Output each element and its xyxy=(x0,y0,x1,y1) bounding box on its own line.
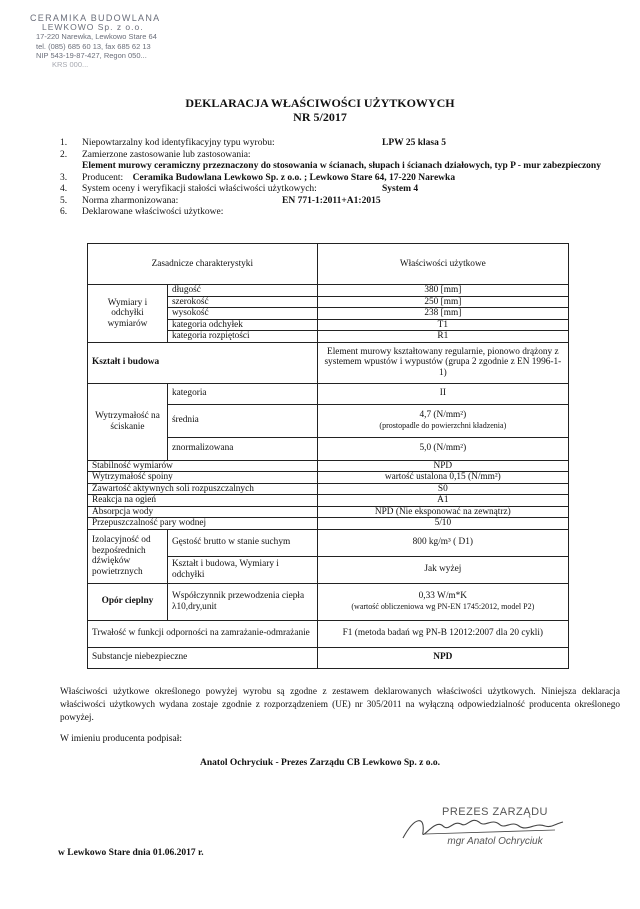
product-code: LPW 25 klasa 5 xyxy=(382,138,446,148)
item-label: Niepowtarzalny kod identyfikacyjny typu wyrobu: xyxy=(82,138,275,148)
row-value: NPD (Nie eksponować na zewnątrz) xyxy=(317,506,568,518)
document-number: NR 5/2017 xyxy=(293,110,347,124)
compressive-mean-value: 4,7 (N/mm²) xyxy=(419,410,467,420)
row-label: średnia xyxy=(167,404,317,437)
item-number: 3. xyxy=(60,172,68,183)
table-row xyxy=(88,518,569,530)
thermal-value: 0,33 W/m*K xyxy=(418,591,468,601)
stamp-line: LEWKOWO Sp. z o.o. xyxy=(42,22,144,33)
item-label: Norma zharmonizowana: xyxy=(82,195,179,206)
stamp-line: KRS 000... xyxy=(52,60,89,70)
table-row xyxy=(88,506,569,518)
compressive-mean-note: (prostopadle do powierzchni kładzenia) xyxy=(379,420,507,430)
row-label: Substancje niebezpieczne xyxy=(88,647,318,668)
item-number: 2. xyxy=(60,149,68,160)
stamp-line: NIP 543-19-87-427, Regon 050... xyxy=(36,50,147,60)
row-value: NPD xyxy=(317,460,568,472)
item-number: 4. xyxy=(60,184,68,194)
row-value: 5/10 xyxy=(317,518,568,530)
header-characteristics: Zasadnicze charakterystyki xyxy=(88,244,318,285)
row-value: 238 [mm] xyxy=(317,308,568,320)
row-value: wartość ustalona 0,15 (N/mm²) xyxy=(317,472,568,484)
row-label: długość xyxy=(167,285,317,297)
item-6 xyxy=(60,207,620,219)
row-label: Kształt i budowa, Wymiary i odchyłki xyxy=(167,556,317,583)
row-label: Stabilność wymiarów xyxy=(88,460,318,472)
item-number: 5. xyxy=(60,195,68,206)
table-row xyxy=(88,472,569,484)
row-label: Reakcja na ogień xyxy=(88,495,318,507)
row-value: NPD xyxy=(317,647,568,668)
table-row xyxy=(88,647,569,668)
stamp-role: PREZES ZARZĄDU xyxy=(441,806,548,818)
sound-group: Izolacyjność od bezpośrednich dźwięków powietrznych xyxy=(88,529,168,583)
row-value: 250 [mm] xyxy=(317,296,568,308)
item-label: Producent: xyxy=(82,172,124,183)
table-row xyxy=(88,583,569,620)
stamp-name: mgr Anatol Ochryciuk xyxy=(447,836,543,847)
row-label: Gęstość brutto w stanie suchym xyxy=(167,529,317,556)
row-value: 380 [mm] xyxy=(317,285,568,297)
table-row xyxy=(88,483,569,495)
table-row xyxy=(88,529,569,556)
row-label: Trwałość w funkcji odporności na zamrażanie-odmrażanie xyxy=(88,620,318,647)
table-row xyxy=(88,460,569,472)
thermal-group: Opór cieplny xyxy=(88,583,168,620)
norm-value: EN 771-1:2011+A1:2015 xyxy=(282,195,381,206)
table-header-row xyxy=(88,244,569,285)
conformity-paragraph: Właściwości użytkowe określonego powyżej wyrobu są zgodne z zestawem deklarowanych właściwości użytkowych. Niniejsza deklaracja właściwości użytkowych wydana zostaje zgodnie z rozporządzeniem (UE) nr 305/2011 na wyłączną odpowiedzialność producenta określonego powyżej. xyxy=(60,687,620,723)
row-value: 800 kg/m³ ( D1) xyxy=(317,529,568,556)
item-number: 6. xyxy=(60,207,68,217)
row-value xyxy=(317,583,568,620)
item-5 xyxy=(60,196,620,208)
table-row xyxy=(88,342,569,383)
place-date: w Lewkowo Stare dnia 01.06.2017 r. xyxy=(58,848,204,858)
compressive-group: Wytrzymałość na ściskanie xyxy=(88,383,168,460)
table-row xyxy=(88,620,569,647)
row-value: Jak wyżej xyxy=(317,556,568,583)
item-3 xyxy=(60,173,620,185)
system-value: System 4 xyxy=(382,184,419,194)
row-value: R1 xyxy=(317,331,568,343)
header-properties: Właściwości użytkowe xyxy=(317,244,568,285)
stamp-line: tel. (085) 685 60 13, fax 685 62 13 xyxy=(36,41,151,51)
row-label: Przepuszczalność pary wodnej xyxy=(88,518,318,530)
company-stamp xyxy=(30,14,200,69)
stamp-line: CERAMIKA BUDOWLANA xyxy=(30,13,161,23)
stamp-line: 17-220 Narewka, Lewkowo Stare 64 xyxy=(36,32,157,42)
item-label: System oceny i weryfikacji stałości właściwości użytkowych: xyxy=(82,184,317,194)
properties-table xyxy=(87,243,569,669)
row-label: kategoria rozpiętości xyxy=(167,331,317,343)
signer-name: Anatol Ochryciuk - Prezes Zarządu CB Lewkowo Sp. z o.o. xyxy=(200,758,440,768)
item-label: Deklarowane właściwości użytkowe: xyxy=(82,207,224,217)
row-label: szerokość xyxy=(167,296,317,308)
row-label: Zawartość aktywnych soli rozpuszczalnych xyxy=(88,483,318,495)
declaration-items xyxy=(60,138,620,219)
row-label: znormalizowana xyxy=(167,437,317,460)
item-4 xyxy=(60,184,620,196)
table-row xyxy=(88,495,569,507)
table-row xyxy=(88,383,569,404)
row-value: T1 xyxy=(317,319,568,331)
producent-value: Ceramika Budowlana Lewkowo Sp. z o.o. ; Lewkowo Stare 64, 17-220 Narewka xyxy=(132,172,456,183)
shape-label: Kształt i budowa xyxy=(88,342,318,383)
table-row xyxy=(88,285,569,297)
row-label: kategoria odchyłek xyxy=(167,319,317,331)
row-label: Absorpcja wody xyxy=(88,506,318,518)
item-number: 1. xyxy=(60,138,68,148)
row-value: II xyxy=(317,383,568,404)
sign-intro: W imieniu producenta podpisał: xyxy=(60,734,182,744)
item-2 xyxy=(60,150,620,162)
item-label: Zamierzone zastosowanie lub zastosowania: xyxy=(82,149,251,160)
row-value xyxy=(317,404,568,437)
row-label: kategoria xyxy=(167,383,317,404)
handwritten-signature xyxy=(395,808,575,848)
row-value: A1 xyxy=(317,495,568,507)
row-label: Współczynnik przewodzenia ciepła λ10,dry,unit xyxy=(167,583,317,620)
row-value: 5,0 (N/mm²) xyxy=(317,437,568,460)
row-label: wysokość xyxy=(167,308,317,320)
document-title: DEKLARACJA WŁAŚCIWOŚCI UŻYTKOWYCH xyxy=(185,96,455,110)
shape-value: Element murowy kształtowany regularnie, pionowo drążony z systemem wpustów i wypustów (grupa 2 zgodnie z EN 1996-1-1) xyxy=(317,342,568,383)
dimensions-group: Wymiary i odchyłki wymiarów xyxy=(88,285,168,343)
thermal-note: (wartość obliczeniowa wg PN-EN 1745:2012, model P2) xyxy=(351,601,535,611)
row-label: Wytrzymałość spoiny xyxy=(88,472,318,484)
intended-use: Element murowy ceramiczny przeznaczony do stosowania w ścianach, słupach i ścianach działowych, typ P - mur zabezpieczony xyxy=(82,161,601,171)
row-value: S0 xyxy=(317,483,568,495)
row-value: F1 (metoda badań wg PN-B 12012:2007 dla 20 cykli) xyxy=(317,620,568,647)
item-1 xyxy=(60,138,620,150)
